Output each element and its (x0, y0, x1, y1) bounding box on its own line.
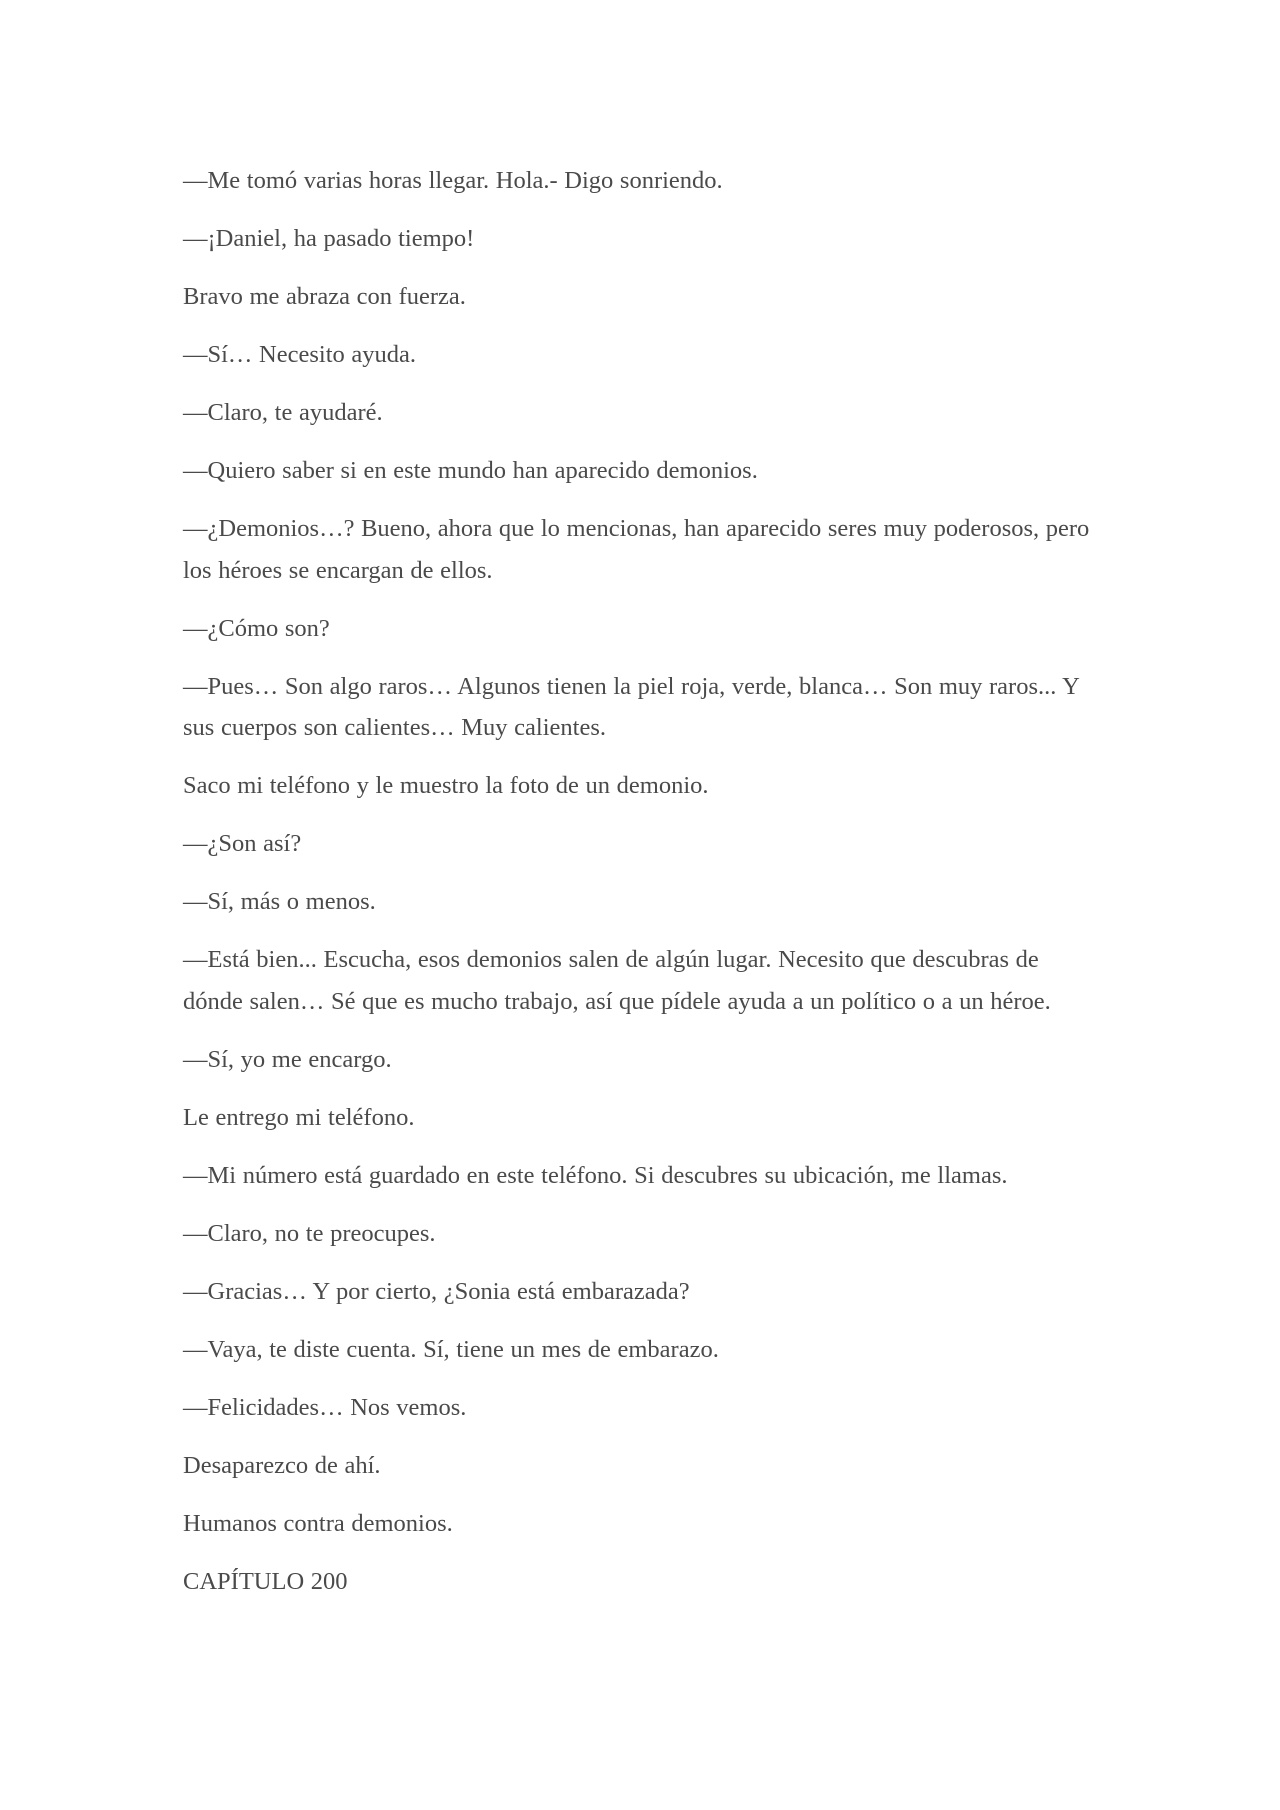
paragraph-15: Le entrego mi teléfono. (183, 1103, 415, 1131)
document-body (183, 160, 1103, 1619)
paragraph-9: —Pues… Son algo raros… Algunos tienen la piel roja, verde, blanca… Son muy raros... Y sus cuerpos son calientes… Muy calientes. (183, 672, 1079, 741)
paragraph-5: —Claro, te ayudaré. (183, 399, 383, 426)
paragraph-16: —Mi número está guardado en este teléfono. Si descubres su ubicación, me llamas. (183, 1161, 1008, 1189)
paragraph-17: —Claro, no te preocupes. (183, 1219, 436, 1247)
paragraph-11: —¿Son así? (183, 830, 302, 857)
paragraph-3: Bravo me abraza con fuerza. (183, 283, 466, 310)
paragraph-20: —Felicidades… Nos vemos. (183, 1393, 467, 1421)
paragraph-4: —Sí… Necesito ayuda. (183, 341, 417, 368)
paragraph-13: —Está bien... Escucha, esos demonios salen de algún lugar. Necesito que descubras de dónde salen… Sé que es mucho trabajo, así que pídele ayuda a un político o a un héroe. (183, 946, 1051, 1015)
paragraph-8: —¿Cómo son? (183, 614, 330, 642)
paragraph-10: Saco mi teléfono y le muestro la foto de un demonio. (183, 772, 709, 799)
paragraph-22: Humanos contra demonios. (183, 1509, 453, 1537)
paragraph-19: —Vaya, te diste cuenta. Sí, tiene un mes de embarazo. (183, 1335, 719, 1363)
chapter-heading: CAPÍTULO 200 (183, 1567, 348, 1595)
paragraph-1: —Me tomó varias horas llegar. Hola.- Digo sonriendo. (183, 167, 723, 194)
paragraph-6: —Quiero saber si en este mundo han aparecido demonios. (183, 457, 758, 484)
paragraph-12: —Sí, más o menos. (183, 888, 376, 915)
paragraph-18: —Gracias… Y por cierto, ¿Sonia está embarazada? (183, 1277, 690, 1305)
paragraph-14: —Sí, yo me encargo. (183, 1045, 392, 1073)
paragraph-2: —¡Daniel, ha pasado tiempo! (183, 225, 475, 252)
paragraph-21: Desaparezco de ahí. (183, 1451, 381, 1479)
paragraph-7: —¿Demonios…? Bueno, ahora que lo mencionas, han aparecido seres muy poderosos, pero los héroes se encargan de ellos. (183, 515, 1090, 584)
